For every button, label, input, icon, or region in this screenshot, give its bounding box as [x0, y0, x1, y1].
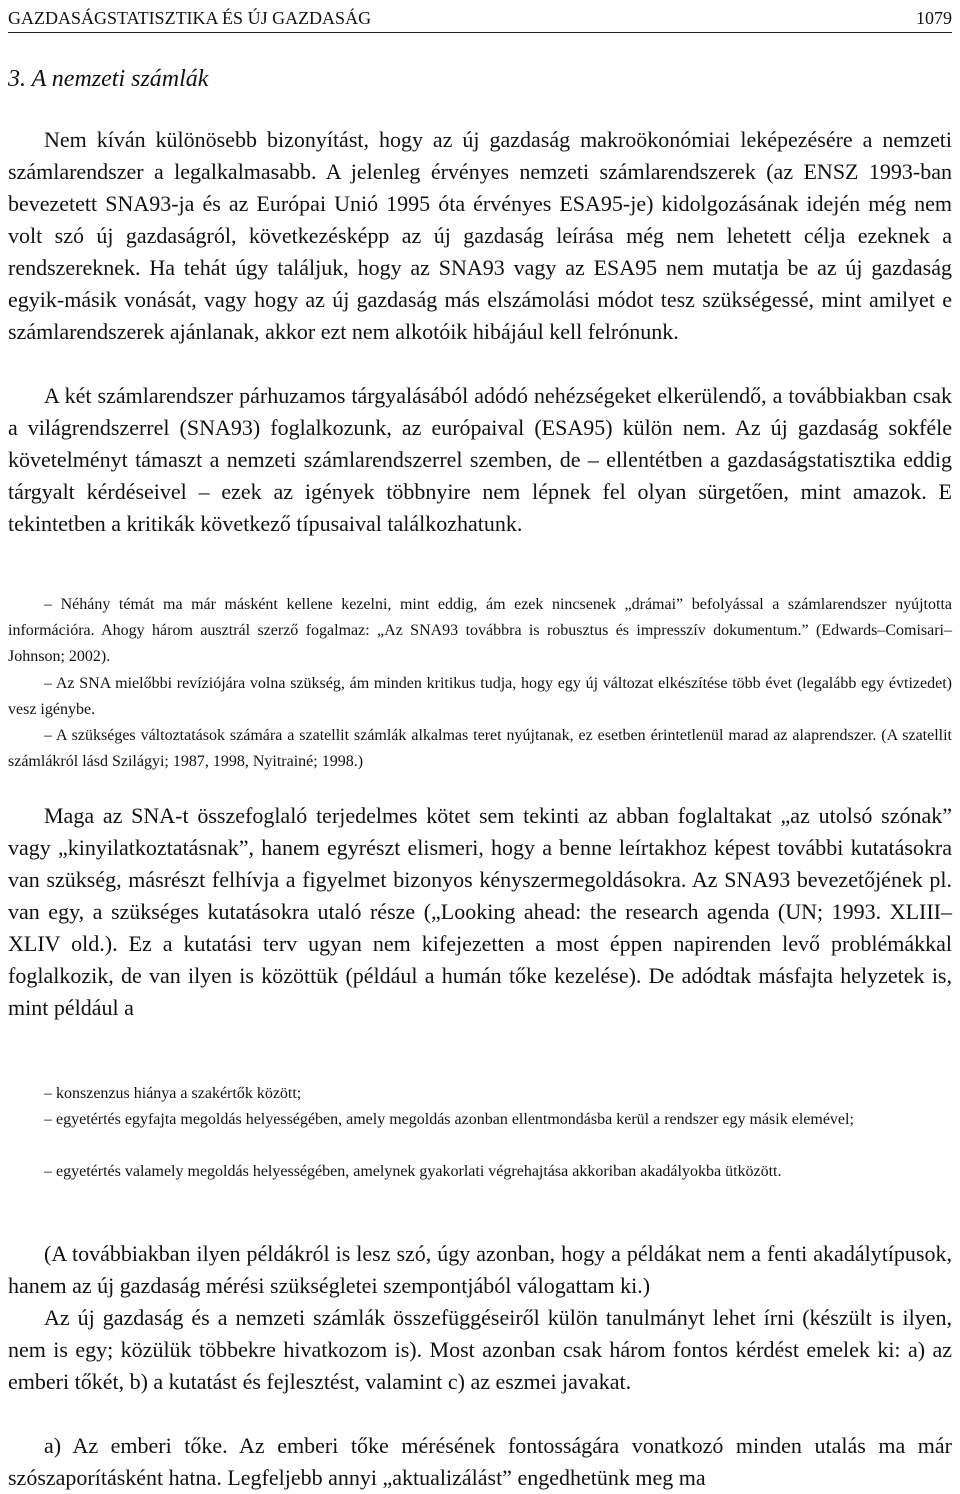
- running-header: [8, 6, 952, 33]
- paragraph: Maga az SNA-t összefoglaló terjedelmes kötet sem tekinti az abban foglaltakat „az utolsó szónak” vagy „kinyilatkoztatásnak”, hanem egyrészt elismeri, hogy a benne leírtakhoz képest további kutatásokra van szükség, másrészt felhívja a figyelmet bizonyos kényszermegoldásokra. Az SNA93 bevezetőjének pl. van egy, a szükséges kutatásokra utaló része („Looking ahead: the research agenda (UN; 1993. XLIII–XLIV old.). Ez a kutatási terv ugyan nem kifejezetten a most éppen napirenden levő problémákkal foglalkozik, de van ilyen is közöttük (például a humán tőke kezelése). De adódtak másfajta helyzetek is, mint például a: [8, 803, 952, 1020]
- running-title: GAZDASÁGSTATISZTIKA ÉS ÚJ GAZDASÁG: [8, 8, 372, 28]
- paragraph: a) Az emberi tőke. Az emberi tőke mérésének fontosságára vonatkozó minden utalás ma már szószaporításként hatna. Legfeljebb annyi „aktualizálást” engedhetünk meg ma: [8, 1433, 952, 1490]
- paragraph: (A továbbiakban ilyen példákról is lesz szó, úgy azonban, hogy a példákat nem a fenti akadálytípusok, hanem az új gazdaság mérési szükségletei szempontjából válogattam ki.): [8, 1241, 952, 1298]
- critique-item: – Néhány témát ma már másként kellene kezelni, mint eddig, ám ezek nincsenek „drámai” befolyással a számlarendszer nyújtotta információra. Ahogy három ausztrál szerző fogalmaz: „Az SNA93 továbbra is robusztus és impresszív dokumentum.” (Edwards–Comisari–Johnson; 2002).: [8, 596, 952, 665]
- paragraph: Nem kíván különösebb bizonyítást, hogy az új gazdaság makroökonómiai leképezésére a nemzeti számlarendszer a legalkalmasabb. A jelenleg érvényes nemzeti számlarendszerek (az ENSZ 1993-ban bevezetett SNA93-ja és az Európai Unió 1995 óta érvényes ESA95-je) kidolgozásának idején még nem volt szó új gazdaságról, következésképp az új gazdaság leírása még nem lehetett célja ezeknek a rendszereknek. Ha tehát úgy találjuk, hogy az SNA93 vagy az ESA95 nem mutatja be az új gazdaság egyik-másik vonását, vagy hogy az új gazdaság más elszámolási módot tesz szükségessé, mint amilyet e számlarendszerek ajánlanak, akkor ezt nem alkotóik hibájául kell felrónunk.: [8, 127, 952, 344]
- paragraph: A két számlarendszer párhuzamos tárgyalásából adódó nehézségeket elkerülendő, a továbbiakban csak a világrendszerrel (SNA93) foglalkozunk, az európaival (ESA95) külön nem. Az új gazdaság sokféle követelményt támaszt a nemzeti számlarendszerrel szemben, de – ellentétben a gazdaságstatisztika eddig tárgyalt kérdéseivel – ezek az igények többnyire nem lépnek fel olyan sürgetően, mint amazok. E tekintetben a kritikák következő típusaival találkozhatunk.: [8, 383, 952, 536]
- page-number: 1079: [916, 8, 952, 28]
- section-title: 3. A nemzeti számlák: [8, 66, 209, 92]
- paragraph: Az új gazdaság és a nemzeti számlák összefüggéseiről külön tanulmányt lehet írni (készült is ilyen, nem is egy; közülük többekre hivatkozom is). Most azonban csak három fontos kérdést emelek ki: a) az emberi tőkét, b) a kutatást és fejlesztést, valamint c) az eszmei javakat.: [8, 1305, 952, 1394]
- situation-item: – egyetértés egyfajta megoldás helyességében, amely megoldás azonban ellentmondásba kerül a rendszer egy másik elemével;: [44, 1111, 854, 1128]
- critique-item: – A szükséges változtatások számára a szatellit számlák alkalmas teret nyújtanak, ez esetben érintetlenül marad az alaprendszer. (A szatellit számlákról lásd Szilágyi; 1987, 1998, Nyitrainé; 1998.): [8, 727, 952, 770]
- situation-item: – konszenzus hiánya a szakértők között;: [44, 1085, 302, 1102]
- critique-item: – Az SNA mielőbbi revíziójára volna szükség, ám minden kritikus tudja, hogy egy új változat elkészítése több évet (legalább egy évtizedet) vesz igénybe.: [8, 675, 952, 718]
- situation-item: – egyetértés valamely megoldás helyességében, amelynek gyakorlati végrehajtása akkoriban akadályokba ütközött.: [44, 1163, 782, 1180]
